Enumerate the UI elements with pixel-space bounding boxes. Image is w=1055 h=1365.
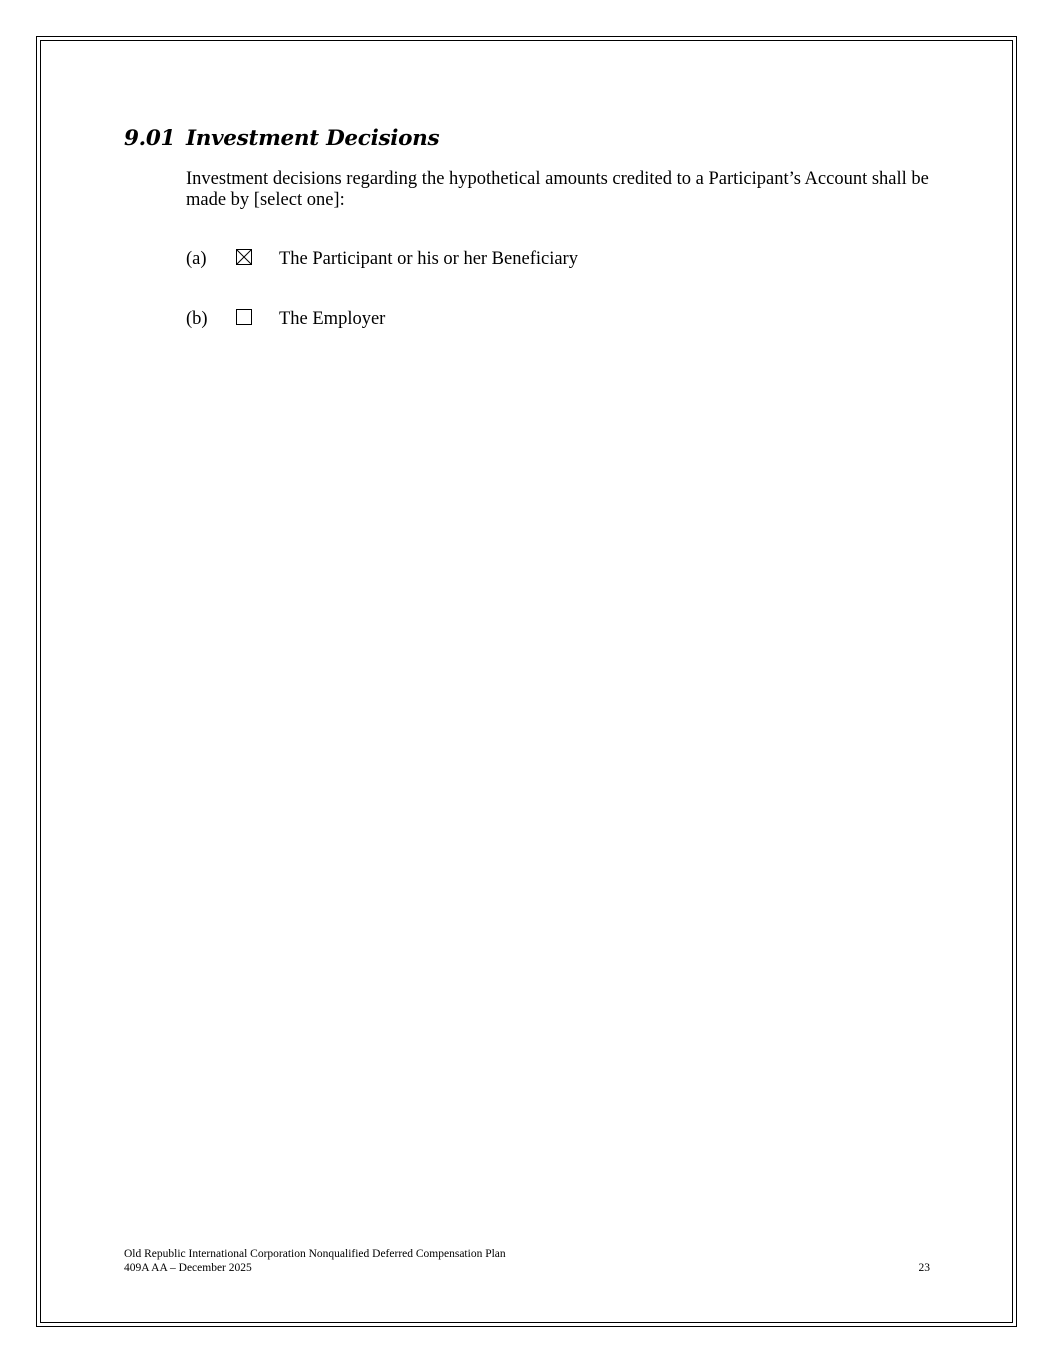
page-border [36, 36, 1017, 1327]
page-number: 23 [918, 1262, 930, 1274]
checkbox-x-mark-icon [237, 250, 251, 264]
page-border-inner [40, 40, 1013, 1323]
checked-checkbox[interactable] [236, 249, 252, 265]
section-heading [124, 124, 439, 154]
option-letter: (a) [186, 249, 207, 269]
section-title: Investment Decisions [186, 126, 440, 151]
section-number: 9.01 [124, 126, 176, 151]
option-label: The Participant or his or her Beneficiary [279, 249, 578, 269]
footer-plan-name: Old Republic International Corporation Nonqualified Deferred Compensation Plan [124, 1248, 506, 1260]
footer [124, 1247, 506, 1275]
footer-document-date: 409A AA – December 2025 [124, 1262, 252, 1274]
section-intro-text: Investment decisions regarding the hypothetical amounts credited to a Participant’s Account shall be made by [select one]: [186, 169, 929, 210]
unchecked-checkbox[interactable] [236, 309, 252, 325]
option-label: The Employer [279, 309, 386, 329]
option-letter: (b) [186, 309, 208, 329]
